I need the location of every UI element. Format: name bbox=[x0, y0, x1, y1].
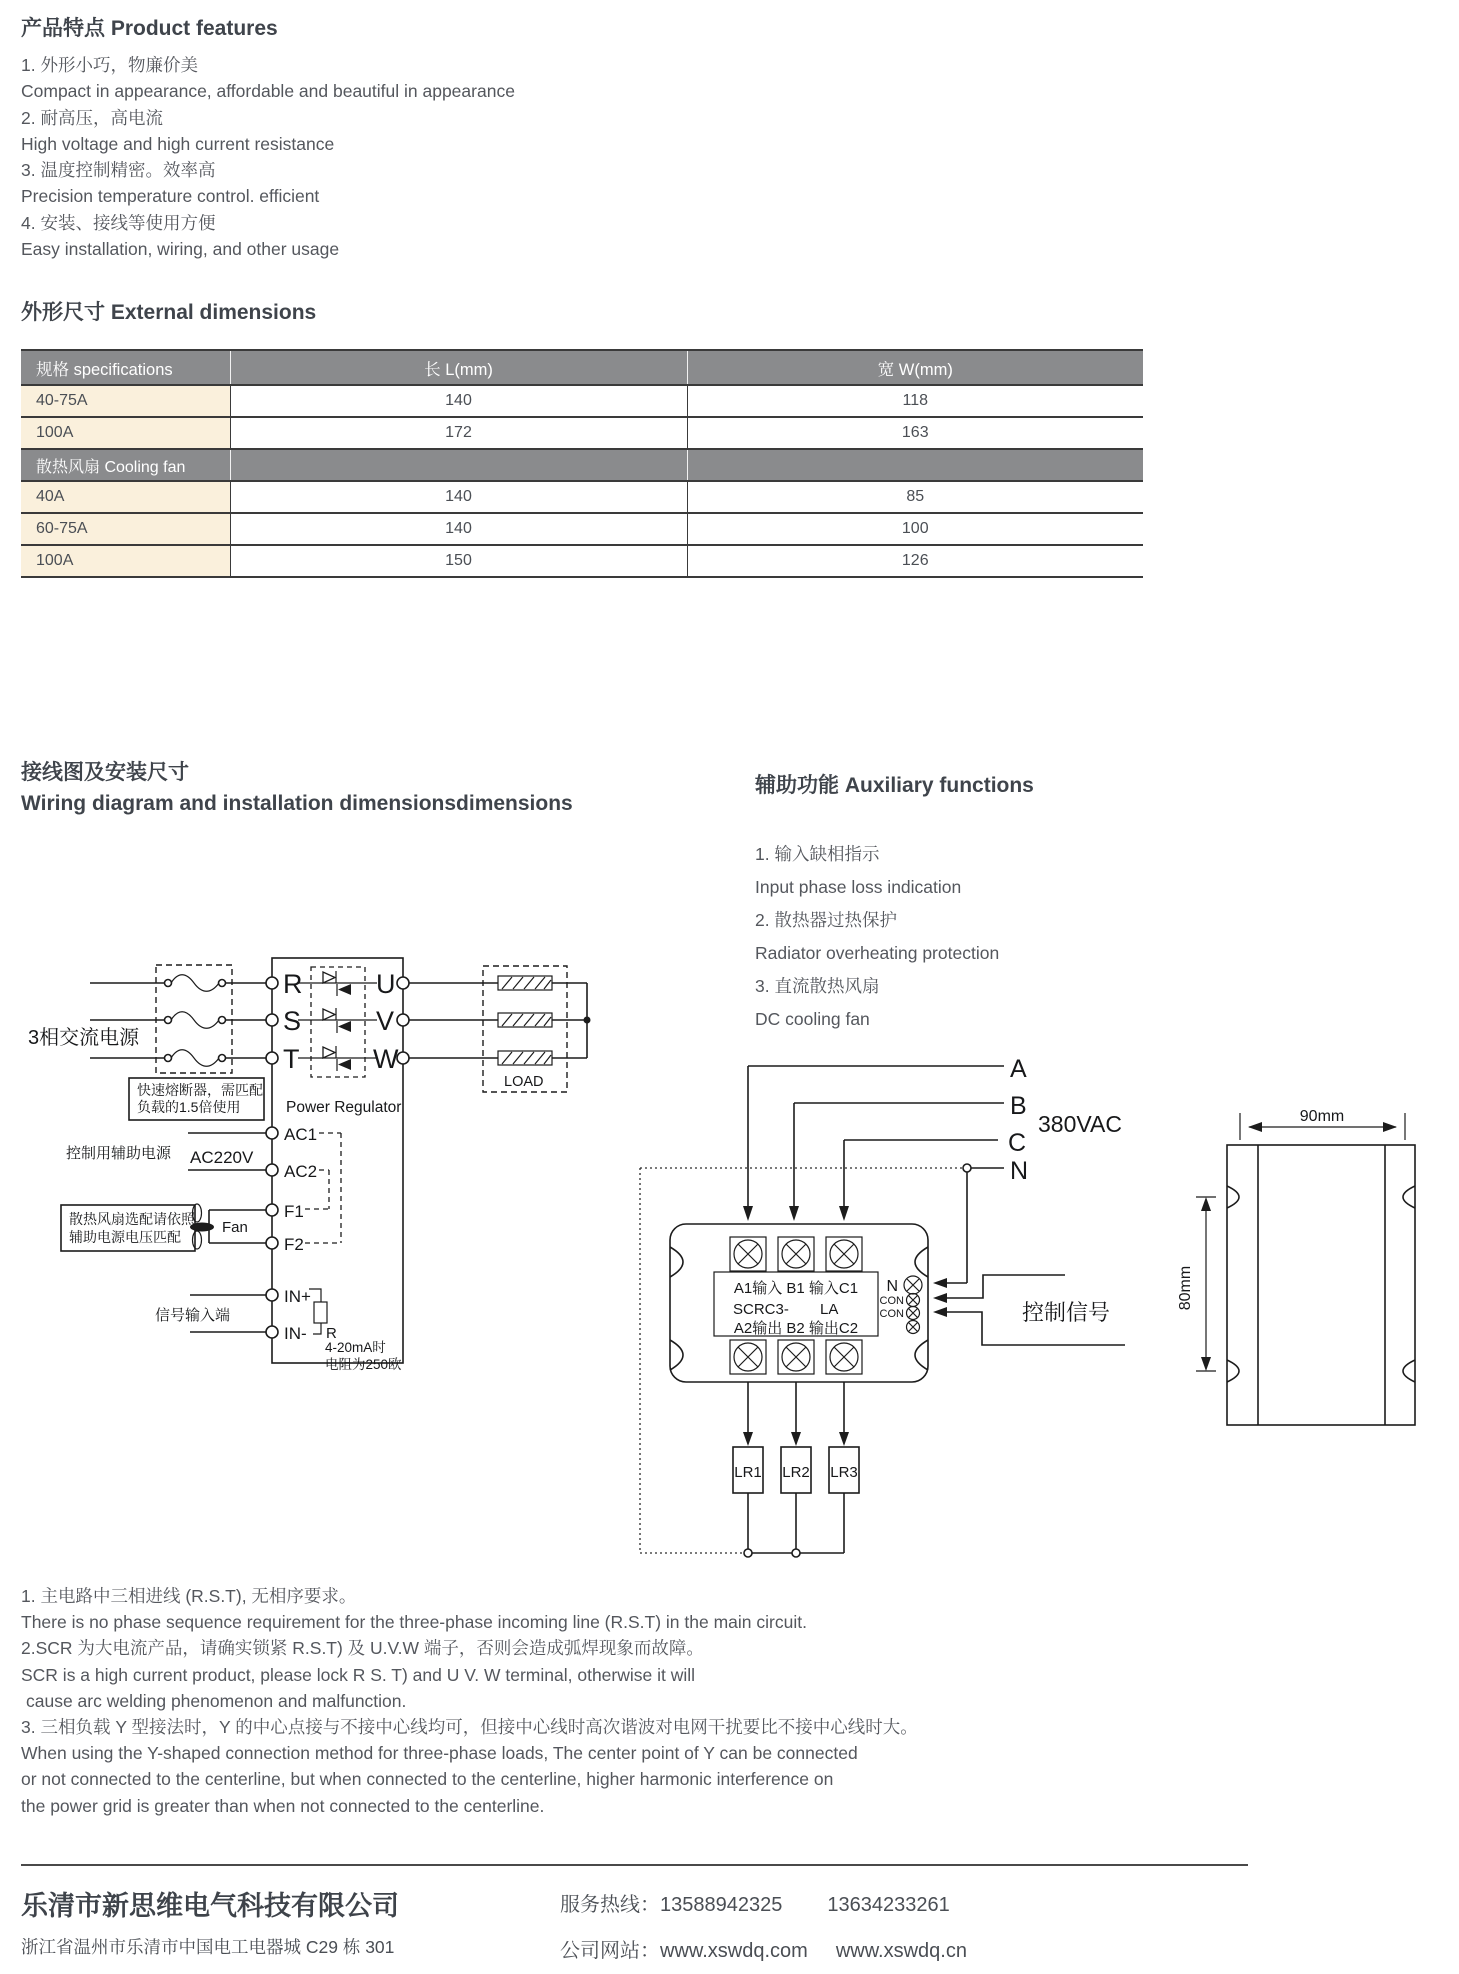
table-row bbox=[21, 385, 1143, 417]
terminal-in-plus: IN+ bbox=[284, 1287, 311, 1306]
wiring-heading-zh: 接线图及安装尺寸 bbox=[21, 761, 189, 784]
ac220v-label: AC220V bbox=[190, 1148, 254, 1167]
width-dimension bbox=[1240, 1108, 1405, 1140]
note-line: cause arc welding phenomenon and malfunction. bbox=[26, 1690, 407, 1711]
auxiliary-heading: 辅助功能 Auxiliary functions bbox=[755, 774, 1034, 797]
col-header-width: 宽 W(mm) bbox=[687, 350, 1143, 385]
col-header-spec: 规格 specifications bbox=[21, 350, 230, 385]
device-label-plate bbox=[714, 1272, 878, 1337]
website-url1: www.xswdq.com bbox=[660, 1940, 808, 1962]
service-hotline bbox=[560, 1888, 950, 1917]
cell-spec: 40-75A bbox=[21, 385, 230, 417]
cell-length: 172 bbox=[230, 417, 687, 449]
note-line: 1. 主电路中三相进线 (R.S.T), 无相序要求。 bbox=[21, 1586, 357, 1606]
height-dimension bbox=[1177, 1197, 1216, 1371]
cell-length: 140 bbox=[230, 385, 687, 417]
table-section-row bbox=[21, 449, 1143, 481]
cell-length: 140 bbox=[230, 481, 687, 513]
control-terminals bbox=[880, 1276, 922, 1334]
note-line: 2.SCR 为大电流产品，请确实锁紧 R.S.T) 及 U.V.W 端子，否则会造成弧焊现象而故障。 bbox=[21, 1638, 704, 1659]
fan-note-line2: 辅助电源电压匹配 bbox=[69, 1229, 181, 1245]
table-header-row bbox=[21, 350, 1143, 385]
feature-line: High voltage and high current resistance bbox=[21, 133, 335, 154]
external-dimensions-heading: 外形尺寸 External dimensions bbox=[21, 301, 317, 324]
wiring-heading bbox=[21, 757, 573, 819]
ma-note-line2: 电阻为250欧 bbox=[325, 1357, 402, 1372]
three-phase-label: 3相交流电源 bbox=[28, 1027, 140, 1049]
dimensions-table bbox=[21, 349, 1143, 578]
company-website bbox=[560, 1934, 967, 1963]
ma-note-line1: 4-20mA时 bbox=[325, 1340, 386, 1355]
notes-list bbox=[21, 1583, 918, 1819]
terminal-n-label: N bbox=[886, 1278, 898, 1295]
section-empty-cell bbox=[230, 449, 687, 481]
phase-a-label: A bbox=[1010, 1055, 1027, 1083]
note-line: SCR is a high current product, please lock R S. T) and U V. W terminal, otherwise it will bbox=[21, 1664, 696, 1685]
feature-line: 4. 安装、接线等使用方便 bbox=[21, 212, 216, 233]
table-row bbox=[21, 417, 1143, 449]
website-url2: www.xswdq.cn bbox=[835, 1940, 967, 1962]
lr1-label: LR1 bbox=[734, 1464, 762, 1481]
cell-width: 85 bbox=[687, 481, 1143, 513]
fan-note-box bbox=[61, 1205, 196, 1251]
fuse-note-line1: 快速熔断器，需匹配 bbox=[137, 1082, 263, 1098]
terminal-s: S bbox=[283, 1006, 302, 1036]
dim-80mm-label: 80mm bbox=[1177, 1265, 1194, 1311]
terminal-w: W bbox=[373, 1044, 399, 1074]
bottom-screw-terminals bbox=[730, 1340, 862, 1374]
auxiliary-line: Radiator overheating protection bbox=[755, 943, 1000, 963]
feature-line: 1. 外形小巧，物廉价美 bbox=[21, 55, 198, 75]
table-row bbox=[21, 513, 1143, 545]
note-line: When using the Y-shaped connection method for three-phase loads, The center point of Y can be connected bbox=[21, 1743, 858, 1764]
fan-note-line1: 散热风扇选配请依照 bbox=[69, 1211, 195, 1227]
cell-spec: 60-75A bbox=[21, 513, 230, 545]
device-model-suffix: LA bbox=[820, 1301, 839, 1318]
wiring-diagrams-svg bbox=[0, 940, 1459, 1580]
feature-line: 3. 温度控制精密。效率高 bbox=[21, 160, 216, 181]
table-row bbox=[21, 545, 1143, 577]
auxiliary-line: 3. 直流散热风扇 bbox=[755, 976, 880, 996]
wiring-heading-en: Wiring diagram and installation dimensionsdimensions bbox=[21, 792, 573, 815]
fuse-note-box bbox=[129, 1078, 264, 1120]
cell-spec: 100A bbox=[21, 417, 230, 449]
resistor-r-label: R bbox=[326, 1325, 337, 1342]
lr2-label: LR2 bbox=[782, 1464, 810, 1481]
note-line: 3. 三相负载 Y 型接法时，Y 的中心点接与不接中心线均可，但接中心线时高次谐波对电网干扰要比不接中心线时大。 bbox=[21, 1717, 918, 1738]
phase-c-label: C bbox=[1008, 1129, 1027, 1157]
aux-power-label: 控制用辅助电源 bbox=[66, 1145, 172, 1162]
terminal-ac2: AC2 bbox=[284, 1162, 318, 1181]
terminal-t: T bbox=[283, 1044, 300, 1074]
voltage-label: 380VAC bbox=[1038, 1111, 1122, 1137]
auxiliary-line: 1. 输入缺相指示 bbox=[755, 844, 880, 864]
terminal-r: R bbox=[283, 969, 303, 999]
lr3-label: LR3 bbox=[830, 1464, 858, 1481]
auxiliary-line: DC cooling fan bbox=[755, 1009, 870, 1029]
feature-line: Precision temperature control. efficient bbox=[21, 186, 320, 207]
control-signal-label: 控制信号 bbox=[1022, 1300, 1111, 1325]
feature-line: Easy installation, wiring, and other usage bbox=[21, 239, 340, 260]
phase-b-label: B bbox=[1010, 1092, 1027, 1120]
load-block bbox=[483, 966, 591, 1092]
device-model: SCRC3- bbox=[733, 1301, 789, 1318]
feature-line: Compact in appearance, affordable and beautiful in appearance bbox=[21, 81, 515, 102]
phase-n-label: N bbox=[1010, 1157, 1029, 1185]
terminal-ac1: AC1 bbox=[284, 1125, 318, 1144]
dim-90mm-label: 90mm bbox=[1299, 1108, 1345, 1125]
cell-width: 163 bbox=[687, 417, 1143, 449]
website-label: 公司网站： bbox=[560, 1940, 660, 1962]
auxiliary-line: 2. 散热器过热保护 bbox=[755, 910, 897, 930]
hotline-phone2: 13634233261 bbox=[827, 1894, 950, 1916]
section-empty-cell bbox=[687, 449, 1143, 481]
load-label: LOAD bbox=[504, 1074, 544, 1090]
product-features-list bbox=[21, 52, 515, 262]
power-regulator-label: Power Regulator bbox=[286, 1099, 402, 1116]
cell-width: 126 bbox=[687, 545, 1143, 577]
power-regulator-diagram bbox=[28, 958, 591, 1372]
hotline-phone1: 13588942325 bbox=[660, 1894, 783, 1916]
cell-spec: 100A bbox=[21, 545, 230, 577]
terminal-f1: F1 bbox=[284, 1202, 304, 1221]
cell-spec: 40A bbox=[21, 481, 230, 513]
cell-length: 140 bbox=[230, 513, 687, 545]
product-features-heading: 产品特点 Product features bbox=[21, 17, 278, 40]
terminal-f2: F2 bbox=[284, 1235, 304, 1254]
mechanical-dimensions-drawing bbox=[1177, 1108, 1415, 1425]
terminal-con1-label: CON bbox=[879, 1295, 904, 1307]
note-line: the power grid is greater than when not connected to the centerline. bbox=[21, 1795, 545, 1816]
input-resistor bbox=[309, 1289, 337, 1342]
hotline-label: 服务热线： bbox=[560, 1894, 660, 1916]
fan-label: Fan bbox=[222, 1219, 248, 1236]
cell-width: 118 bbox=[687, 385, 1143, 417]
col-header-length: 长 L(mm) bbox=[230, 350, 687, 385]
cell-length: 150 bbox=[230, 545, 687, 577]
terminal-v: V bbox=[376, 1006, 395, 1036]
terminal-u: U bbox=[376, 969, 396, 999]
lr-loads bbox=[733, 1382, 859, 1557]
top-screw-terminals bbox=[730, 1237, 862, 1271]
signal-input-label: 信号输入端 bbox=[155, 1307, 231, 1324]
note-line: or not connected to the centerline, but when connected to the centerline, higher harmonic interference on bbox=[21, 1769, 834, 1790]
y-connection-diagram bbox=[640, 1055, 1125, 1557]
footer-divider bbox=[21, 1864, 1248, 1866]
company-address: 浙江省温州市乐清市中国电工电器城 C29 栋 301 bbox=[21, 1937, 395, 1957]
table-row bbox=[21, 481, 1143, 513]
note-line: There is no phase sequence requirement for the three-phase incoming line (R.S.T) in the main circuit. bbox=[21, 1612, 807, 1633]
company-name: 乐清市新思维电气科技有限公司 bbox=[21, 1891, 399, 1921]
control-signal-bracket bbox=[933, 1275, 1125, 1345]
feature-line: 2. 耐高压，高电流 bbox=[21, 107, 163, 128]
terminal-con2-label: CON bbox=[879, 1308, 904, 1320]
fuse-note-line2: 负载的1.5倍使用 bbox=[137, 1099, 241, 1115]
terminal-in-minus: IN- bbox=[284, 1324, 307, 1343]
device-line1: A1输入 B1 输入C1 bbox=[733, 1280, 859, 1297]
cell-width: 100 bbox=[687, 513, 1143, 545]
device-line3: A2输出 B2 输出C2 bbox=[733, 1320, 859, 1337]
section-label: 散热风扇 Cooling fan bbox=[21, 449, 230, 481]
auxiliary-line: Input phase loss indication bbox=[755, 877, 962, 897]
